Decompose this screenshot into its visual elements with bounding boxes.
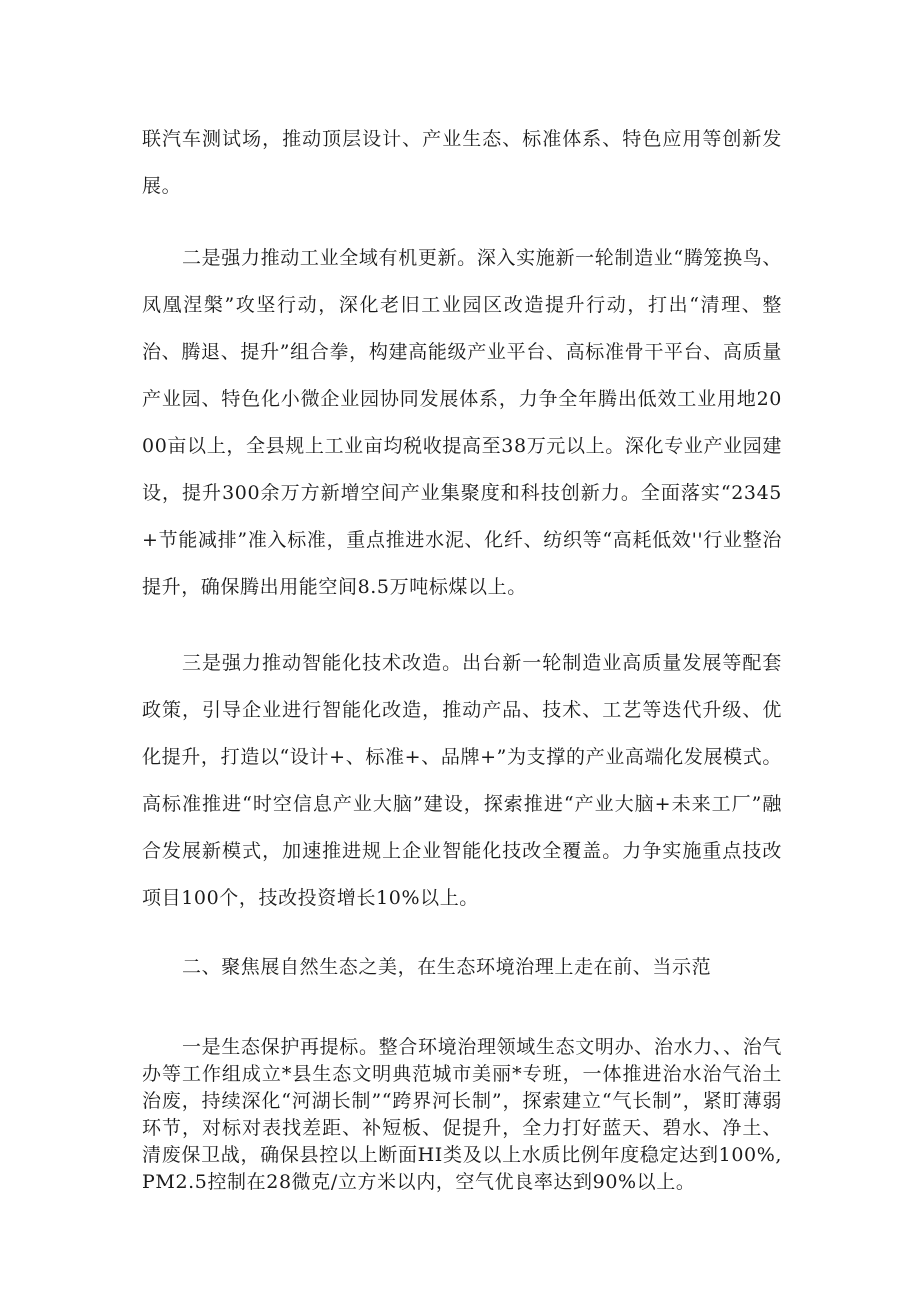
paragraph-ecology-protection: 一是生态保护再提标。整合环境治理领域生态文明办、治水力、、治气办等工作组成立*县生态文明典范城市美丽*专班，一体推进治水治气治土治废，持续深化“河湖长制”“跨界河长制”，探索建立“气长制”，紧盯薄弱环节，对标对表找差距、补短板、促提升，全力打好蓝天、碧水、净土、清废保卫战，确保县控以上断面HI类及以上水质比例年度稳定达到100%,PM2.5控制在28微克/立方米以内，空气优良率达到90%以上。	[142, 1036, 782, 1193]
section-heading: 二、聚焦展自然生态之美，在生态环境治理上走在前、当示范	[182, 956, 712, 978]
paragraph-continuation: 联汽车测试场，推动顶层设计、产业生态、标准体系、特色应用等创新发展。	[142, 128, 782, 197]
paragraph-intelligent-upgrade: 三是强力推动智能化技术改造。出台新一轮制造业高质量发展等配套政策，引导企业进行智能化改造，推动产品、技术、工艺等迭代升级、优化提升，打造以“设计+、标准+、品牌+”为支撑的产业高端化发展模式。高标准推进“时空信息产业大脑”建设，探索推进“产业大脑+未来工厂”融合发展新模式，加速推进规上企业智能化技改全覆盖。力争实施重点技改项目100个，技改投资增长10%以上。	[142, 652, 782, 909]
paragraph-industry-renewal: 二是强力推动工业全域有机更新。深入实施新一轮制造业“腾笼换鸟、凤凰涅槃”攻坚行动，深化老旧工业园区改造提升行动，打出“清理、整治、腾退、提升”组合拳，构建高能级产业平台、高标准骨干平台、高质量产业园、特色化小微企业园协同发展体系，力争全年腾出低效工业用地2000亩以上，全县规上工业亩均税收提高至38万元以上。深化专业产业园建设，提升300余万方新增空间产业集聚度和科技创新力。全面落实“2345+节能减排”准入标准，重点推进水泥、化纤、纺织等“高耗低效''行业整治提升，确保腾出用能空间8.5万吨标煤以上。	[142, 247, 782, 598]
